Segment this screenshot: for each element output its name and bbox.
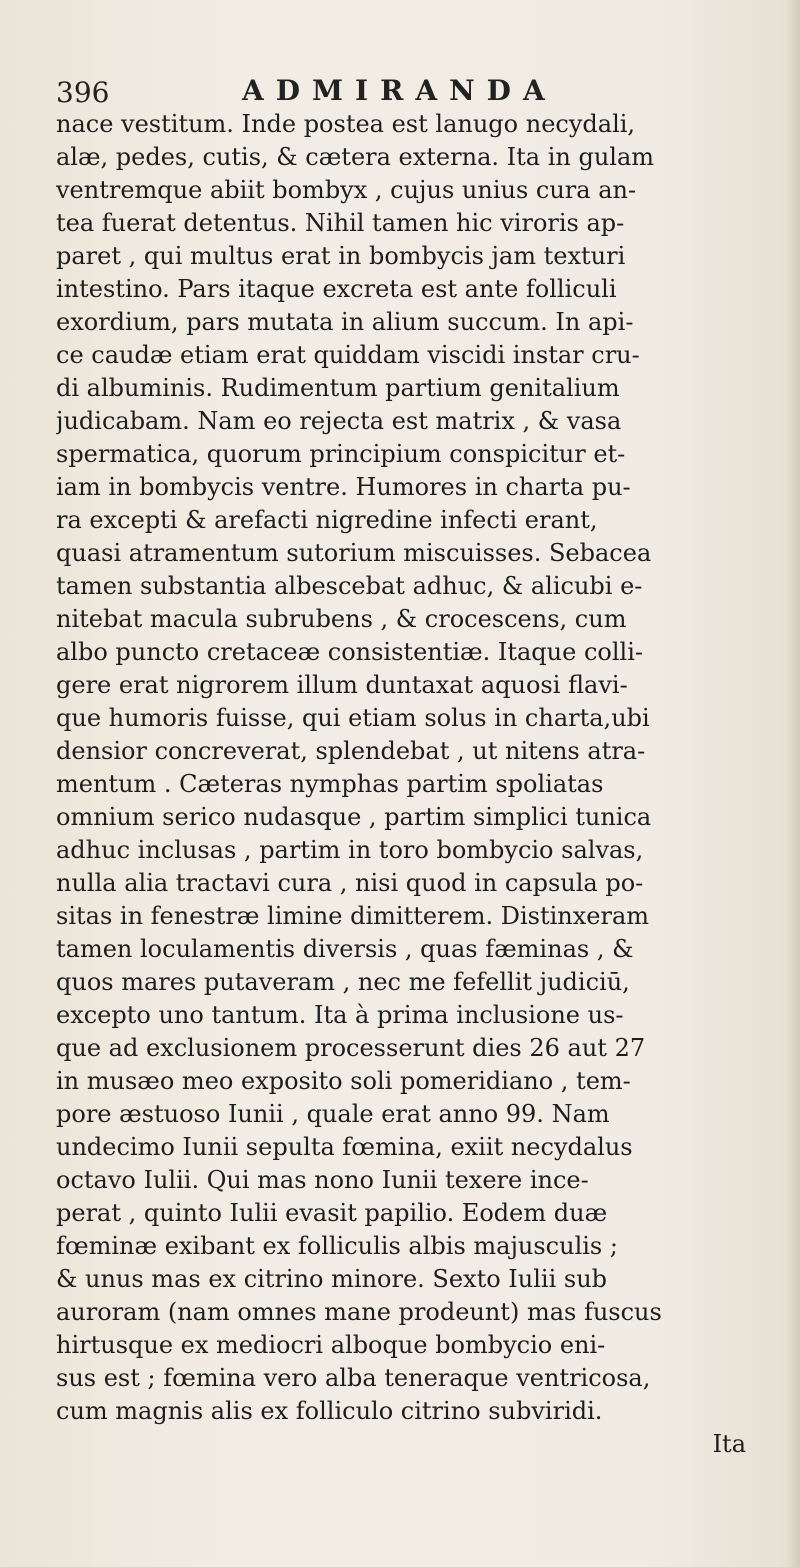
text-line: undecimo Iunii sepulta fœmina, exiit necydalus xyxy=(56,1133,633,1161)
text-line: quos mares putaveram , nec me fefellit judiciū, xyxy=(56,968,630,996)
text-line: alæ, pedes, cutis, & cætera externa. Ita in gulam xyxy=(56,143,655,171)
text-line: di albuminis. Rudimentum partium genitalium xyxy=(56,374,620,402)
text-line: octavo Iulii. Qui mas nono Iunii texere ince- xyxy=(56,1166,589,1194)
text-line: densior concreverat, splendebat , ut nitens atra- xyxy=(56,737,646,765)
text-line: judicabam. Nam eo rejecta est matrix , & vasa xyxy=(56,407,622,435)
text-line: auroram (nam omnes mane prodeunt) mas fuscus xyxy=(56,1298,662,1326)
text-line: pore æstuoso Iunii , quale erat anno 99. Nam xyxy=(56,1100,610,1128)
text-line: ce caudæ etiam erat quiddam viscidi instar cru- xyxy=(56,341,640,369)
text-line: adhuc inclusas , partim in toro bombycio salvas, xyxy=(56,836,644,864)
text-line: & unus mas ex citrino minore. Sexto Iulii sub xyxy=(56,1265,608,1293)
text-line: iam in bombycis ventre. Humores in charta pu- xyxy=(56,473,631,501)
text-line: ra excepti & arefacti nigredine infecti erant, xyxy=(56,506,598,534)
text-line: tea fuerat detentus. Nihil tamen hic viroris ap- xyxy=(56,209,625,237)
text-line: ventremque abiit bombyx , cujus unius cura an- xyxy=(56,176,637,204)
text-line: nace vestitum. Inde postea est lanugo necydali, xyxy=(56,110,636,138)
page-header xyxy=(56,70,746,110)
text-line: excepto uno tantum. Ita à prima inclusione us- xyxy=(56,1001,624,1029)
text-line: mentum . Cæteras nymphas partim spoliatas xyxy=(56,770,604,798)
text-line: que ad exclusionem processerunt dies 26 aut 27 xyxy=(56,1034,646,1062)
text-line: nulla alia tractavi cura , nisi quod in capsula po- xyxy=(56,869,644,897)
text-line: spermatica, quorum principium conspicitur et- xyxy=(56,440,626,468)
running-head: ADMIRANDA xyxy=(242,74,557,107)
catchword: Ita xyxy=(712,1430,746,1458)
text-line: sitas in fenestræ limine dimitterem. Distinxeram xyxy=(56,902,650,930)
text-line: intestino. Pars itaque excreta est ante folliculi xyxy=(56,275,617,303)
text-line: omnium serico nudasque , partim simplici tunica xyxy=(56,803,652,831)
text-line: perat , quinto Iulii evasit papilio. Eodem duæ xyxy=(56,1199,608,1227)
text-line: tamen loculamentis diversis , quas fæminas , & xyxy=(56,935,634,963)
text-line: gere erat nigrorem illum duntaxat aquosi flavi- xyxy=(56,671,628,699)
text-line: fœminæ exibant ex folliculis albis majusculis ; xyxy=(56,1232,618,1260)
body-text xyxy=(56,108,756,1461)
text-line: cum magnis alis ex folliculo citrino subviridi. xyxy=(56,1397,603,1425)
text-line: nitebat macula subrubens , & crocescens, cum xyxy=(56,605,627,633)
page-number: 396 xyxy=(56,76,110,109)
text-line: exordium, pars mutata in alium succum. In api- xyxy=(56,308,634,336)
page-edge-shadow xyxy=(786,0,800,1567)
text-line: quasi atramentum sutorium miscuisses. Sebacea xyxy=(56,539,652,567)
text-line: albo puncto cretaceæ consistentiæ. Itaque colli- xyxy=(56,638,643,666)
text-line: paret , qui multus erat in bombycis jam texturi xyxy=(56,242,626,270)
text-line: in musæo meo exposito soli pomeridiano , tem- xyxy=(56,1067,631,1095)
text-line: hirtusque ex mediocri alboque bombycio eni- xyxy=(56,1331,606,1359)
text-line: que humoris fuisse, qui etiam solus in charta,ubi xyxy=(56,704,650,732)
text-line: sus est ; fœmina vero alba teneraque ventricosa, xyxy=(56,1364,651,1392)
text-line: tamen substantia albescebat adhuc, & alicubi e- xyxy=(56,572,643,600)
